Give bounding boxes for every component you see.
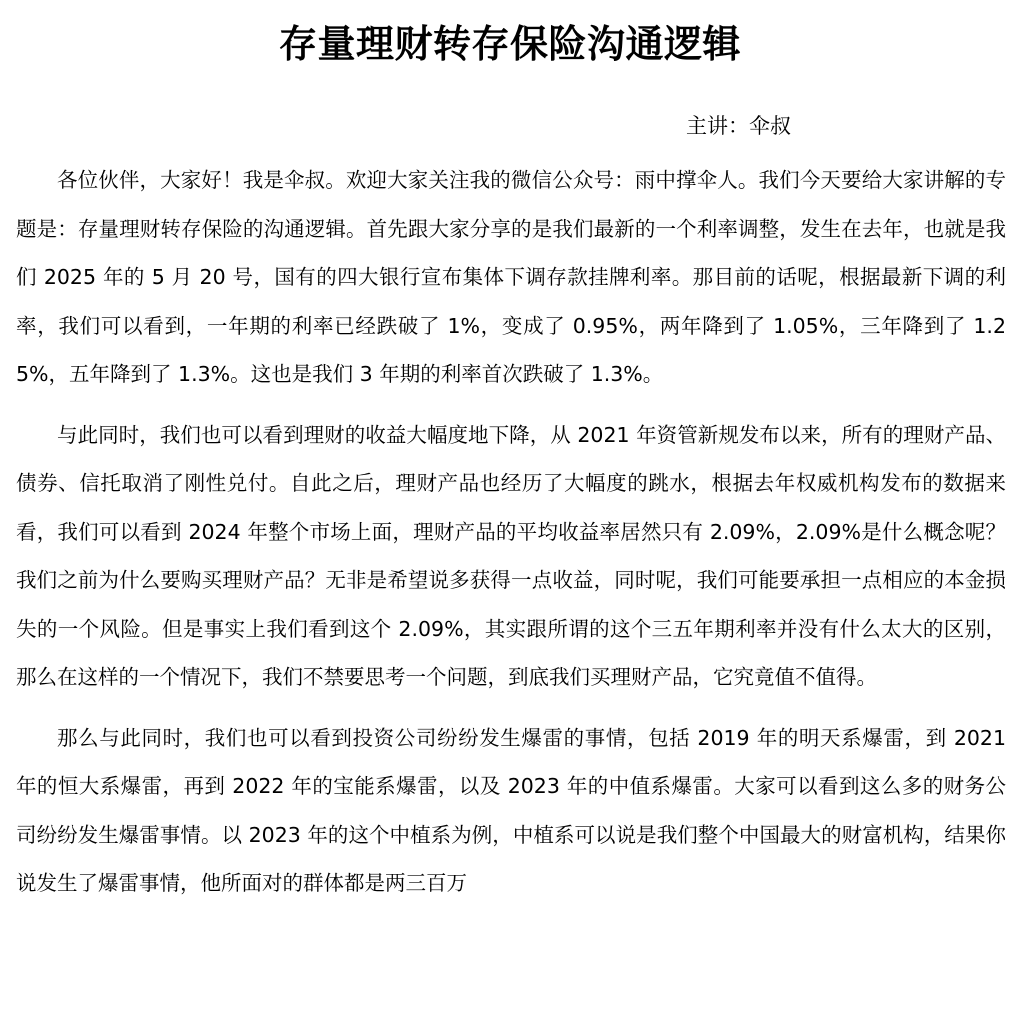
paragraph-2: 与此同时，我们也可以看到理财的收益大幅度地下降，从 2021 年资管新规发布以来，所有的理财产品、债券、信托取消了刚性兑付。自此之后，理财产品也经历了大幅度的跳水，根据去年权威机构发布的数据来看，我们可以看到 2024 年整个市场上面，理财产品的平均收益率居然只有 2.09%，2.09%是什么概念呢？我们之前为什么要购买理财产品？无非是希望说多获得一点收益，同时呢，我们可能要承担一点相应的本金损失的一个风险。但是事实上我们看到这个 2.09%，其实跟所谓的这个三五年期利率并没有什么太大的区别，那么在这样的一个情况下，我们不禁要思考一个问题，到底我们买理财产品，它究竟值不值得。 (16, 422, 1006, 689)
document-body (16, 156, 1006, 920)
paragraph-1: 各位伙伴，大家好！我是伞叔。欢迎大家关注我的微信公众号：雨中撑伞人。我们今天要给大家讲解的专题是：存量理财转存保险的沟通逻辑。首先跟大家分享的是我们最新的一个利率调整，发生在去年，也就是我们 2025 年的 5 月 20 号，国有的四大银行宣布集体下调存款挂牌利率。那目前的话呢，根据最新下调的利率，我们可以看到，一年期的利率已经跌破了 1%，变成了 0.95%，两年降到了 1.05%，三年降到了 1.25%，五年降到了 1.3%。这也是我们 3 年期的利率首次跌破了 1.3%。 (16, 168, 1006, 386)
author-line: 主讲：伞叔 (686, 114, 791, 138)
page-title: 存量理财转存保险沟通逻辑 (278, 22, 741, 66)
paragraph-3: 那么与此同时，我们也可以看到投资公司纷纷发生爆雷的事情，包括 2019 年的明天系爆雷，到 2021 年的恒大系爆雷，再到 2022 年的宝能系爆雷，以及 2023 年的中值系爆雷。大家可以看到这么多的财务公司纷纷发生爆雷事情。以 2023 年的这个中植系为例，中植系可以说是我们整个中国最大的财富机构，结果你说发生了爆雷事情，他所面对的群体都是两三百万 (16, 725, 1006, 895)
